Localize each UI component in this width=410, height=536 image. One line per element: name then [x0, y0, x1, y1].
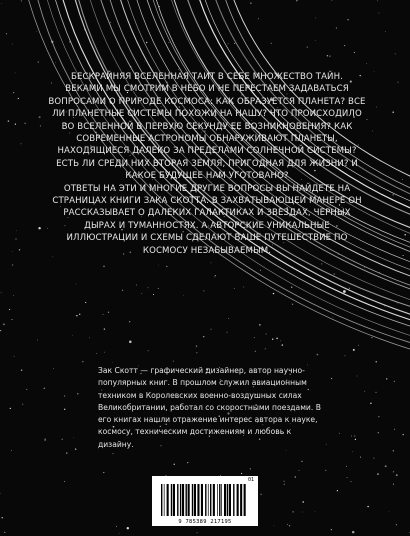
star — [64, 396, 65, 397]
star — [15, 73, 16, 74]
star — [289, 525, 290, 526]
star — [129, 321, 130, 322]
star — [343, 290, 346, 293]
barcode-bar — [213, 484, 215, 516]
star — [364, 391, 365, 392]
star — [339, 433, 340, 434]
star — [260, 494, 261, 495]
star — [404, 234, 405, 235]
star — [337, 490, 338, 491]
star — [394, 429, 395, 430]
barcode-number: 9 785389 217195 — [178, 519, 232, 525]
star — [146, 42, 147, 43]
star — [119, 533, 120, 534]
star — [0, 330, 1, 331]
star — [183, 295, 184, 296]
barcode-addon: 01 — [247, 477, 254, 483]
star — [6, 33, 7, 34]
star — [147, 287, 148, 288]
star — [103, 472, 104, 473]
star — [375, 361, 376, 362]
star — [89, 337, 90, 338]
blurb-answers: ОТВЕТЫ НА ЭТИ И МНОГИЕ ДРУГИЕ ВОПРОСЫ ВЫ НАЙДЕТЕ НА СТРАНИЦАХ КНИГИ ЗАКА СКОТТА. В ЗАХВАТЫВАЮЩЕЙ МАНЕРЕ ОН РАССКАЗЫВАЕТ О ДАЛЕКИХ ГАЛАКТИКАХ И ЗВЕЗДАХ, ЧЕРНЫХ ДЫРАХ И ТУМАННОСТЯХ. А АВТОРСКИЕ УНИКАЛЬНЫЕ ИЛЛЮСТРАЦИИ И СХЕМЫ СДЕЛАЮТ ВАШЕ ПУТЕШЕСТВИЕ ПО КОСМОСУ НЕЗАБЫВАЕМЫМ. — [52, 183, 362, 256]
star — [346, 466, 347, 467]
barcode-bar — [237, 484, 239, 516]
star — [287, 524, 288, 525]
star — [227, 332, 228, 333]
star — [166, 266, 167, 267]
star — [39, 116, 41, 118]
star — [259, 324, 260, 325]
star — [351, 435, 352, 436]
barcode-bar — [233, 484, 234, 516]
star — [334, 273, 335, 274]
barcode-bar — [197, 484, 199, 516]
barcode-bar — [205, 484, 206, 516]
star — [266, 334, 267, 335]
star — [129, 341, 132, 344]
star — [385, 465, 387, 467]
barcode-bar — [208, 484, 209, 516]
star — [291, 287, 292, 288]
star — [317, 354, 319, 356]
star — [178, 69, 179, 70]
star — [113, 362, 114, 363]
barcode-bar — [217, 484, 218, 516]
star — [24, 123, 25, 124]
barcode-bar — [186, 484, 187, 516]
star — [64, 481, 65, 482]
star — [358, 345, 359, 346]
barcode-bar — [173, 484, 175, 516]
star — [375, 392, 376, 393]
star — [11, 450, 12, 451]
star — [371, 337, 372, 338]
star — [331, 378, 332, 379]
star — [333, 317, 334, 318]
star — [347, 477, 348, 478]
star — [228, 318, 229, 319]
star — [315, 511, 316, 512]
barcode-bar — [210, 484, 211, 516]
star — [8, 120, 9, 121]
star — [158, 288, 159, 289]
star — [84, 29, 85, 30]
star — [366, 119, 367, 120]
star — [315, 40, 316, 41]
star — [36, 31, 37, 32]
star — [395, 53, 396, 54]
star — [44, 388, 45, 389]
barcode-bar — [171, 484, 172, 516]
star — [113, 453, 114, 454]
star — [396, 474, 397, 475]
star — [37, 339, 38, 340]
star — [378, 12, 379, 13]
star — [403, 255, 404, 256]
star — [234, 288, 235, 289]
star — [384, 306, 385, 307]
star — [9, 309, 10, 310]
star — [389, 511, 390, 512]
barcode-bar — [244, 484, 246, 516]
star — [241, 473, 242, 474]
star — [302, 512, 303, 513]
star — [374, 71, 375, 72]
star — [393, 484, 394, 485]
star — [136, 285, 137, 286]
star — [127, 527, 129, 529]
barcode-bar — [177, 484, 178, 516]
star — [158, 265, 159, 266]
barcode-bar — [192, 484, 193, 516]
star — [1, 3, 2, 4]
star — [64, 409, 65, 410]
star — [122, 290, 123, 291]
star — [21, 370, 22, 371]
barcode-bar — [182, 484, 184, 516]
star — [187, 462, 188, 463]
star — [13, 295, 14, 296]
star — [12, 265, 13, 266]
star — [66, 452, 67, 453]
star — [108, 312, 109, 313]
barcode-bars — [161, 484, 249, 516]
star — [38, 62, 39, 63]
star — [295, 476, 296, 477]
barcode-bar — [227, 484, 228, 516]
star — [148, 350, 149, 351]
star — [15, 123, 16, 124]
star — [373, 458, 374, 459]
star — [18, 98, 19, 99]
star — [354, 435, 355, 436]
star — [250, 2, 251, 3]
star — [301, 461, 302, 462]
star — [2, 517, 3, 518]
author-bio: Зак Скотт — графический дизайнер, автор научно-популярных книг. В прошлом служил авиационным техником в Королевских военно-воздушных силах Великобритании, работал со скоростными поездами. В его книгах нашли отражение интерес автора к науке, космосу, техническим достижениям и любовь к дизайну. — [98, 366, 321, 449]
star — [302, 501, 303, 502]
star — [72, 335, 73, 336]
star — [15, 238, 16, 239]
star — [116, 526, 117, 527]
star — [327, 55, 328, 56]
star — [44, 439, 45, 440]
star — [45, 438, 46, 439]
star — [321, 263, 322, 264]
star — [299, 470, 300, 471]
star — [402, 434, 403, 435]
star — [372, 131, 373, 132]
star — [3, 323, 5, 325]
star — [144, 61, 145, 62]
star — [315, 18, 316, 19]
barcode-bar — [229, 484, 231, 516]
blurb-intro: БЕСКРАЙНЯЯ ВСЕЛЕННАЯ ТАИТ В СЕБЕ МНОЖЕСТВО ТАЙН. — [71, 72, 343, 82]
star — [352, 451, 353, 452]
barcode-bar — [164, 484, 165, 516]
star — [40, 125, 41, 126]
star — [353, 349, 355, 351]
star — [258, 18, 259, 19]
star — [203, 290, 204, 291]
star — [355, 439, 356, 440]
star — [173, 361, 174, 362]
blurb-questions: ВЕКАМИ МЫ СМОТРИМ В НЕБО И НЕ ПЕРЕСТАЕМ ЗАДАВАТЬСЯ ВОПРОСАМИ О ПРИРОДЕ КОСМОСА: КАК ОБРАЗУЕТСЯ ПЛАНЕТА? ВСЕ ЛИ ПЛАНЕТНЫЕ СИСТЕМЫ ПОХОЖИ НА НАШУ? ЧТО ПРОИСХОДИЛО ВО ВСЕЛЕННОЙ В ПЕРВУЮ СЕКУНДУ ЕЕ ВОЗНИКНОВЕНИЯ? КАК СОВРЕМЕННЫЕ АСТРОНОМЫ ОБНАРУЖИВАЮТ ПЛАНЕТЫ, НАХОДЯЩИЕСЯ ДАЛЕКО ЗА ПРЕДЕЛАМИ СОЛНЕЧНОЙ СИСТЕМЫ? ЕСТЬ ЛИ СРЕДИ НИХ ВТОРАЯ ЗЕМЛЯ, ПРИГОДНАЯ ДЛЯ ЖИЗНИ? И КАКОЕ БУДУЩЕЕ НАМ УГОТОВАНО? — [48, 84, 366, 182]
star — [215, 275, 216, 276]
star — [393, 471, 394, 472]
star — [276, 338, 277, 339]
barcode-bar — [194, 484, 196, 516]
star — [260, 270, 261, 271]
star — [103, 314, 104, 315]
star — [141, 293, 142, 294]
star — [159, 6, 160, 7]
star — [393, 450, 394, 451]
star — [392, 111, 393, 112]
star — [344, 45, 345, 46]
star — [282, 344, 283, 345]
star — [271, 43, 272, 44]
star — [273, 293, 274, 294]
star — [376, 107, 377, 108]
star — [20, 143, 21, 144]
barcode-bar — [167, 484, 169, 516]
barcode-bar — [201, 484, 203, 516]
star — [377, 0, 378, 1]
star — [62, 439, 63, 440]
star — [344, 355, 345, 356]
star — [77, 393, 79, 395]
star — [243, 286, 244, 287]
star — [12, 319, 13, 320]
star — [272, 339, 273, 340]
barcode-bar — [219, 484, 220, 516]
star — [234, 43, 235, 44]
star — [196, 352, 197, 353]
star — [103, 266, 104, 267]
barcode-bar — [180, 484, 181, 516]
star — [378, 432, 379, 433]
star — [250, 469, 251, 470]
star — [196, 345, 197, 346]
star — [292, 304, 293, 305]
star — [76, 315, 77, 316]
star — [16, 231, 17, 232]
star — [21, 0, 22, 1]
star — [402, 179, 403, 180]
star — [367, 506, 368, 507]
star — [104, 328, 105, 329]
star — [307, 47, 308, 48]
star — [280, 340, 281, 341]
star — [254, 337, 255, 338]
star — [394, 381, 395, 382]
star — [331, 529, 332, 530]
star — [153, 294, 154, 295]
star — [168, 42, 169, 43]
star — [284, 481, 285, 482]
star — [53, 368, 54, 369]
star — [96, 353, 97, 354]
star — [14, 356, 15, 357]
star — [55, 62, 56, 63]
star — [1, 292, 2, 293]
star — [82, 361, 83, 362]
star — [13, 92, 14, 93]
star — [352, 531, 355, 534]
cover-blurb — [48, 71, 366, 257]
star — [75, 448, 77, 450]
star — [329, 56, 330, 57]
star — [393, 194, 394, 195]
star — [265, 348, 266, 349]
star — [331, 0, 332, 1]
star — [12, 44, 13, 45]
barcode-bar — [188, 484, 190, 516]
star — [26, 389, 27, 390]
star — [211, 263, 212, 264]
star — [326, 444, 327, 445]
star — [10, 408, 11, 409]
star — [228, 43, 229, 44]
star — [76, 284, 77, 285]
star — [370, 403, 371, 404]
star — [366, 63, 367, 64]
star — [386, 378, 387, 379]
star — [12, 251, 13, 252]
star — [210, 329, 211, 330]
star — [350, 481, 351, 482]
isbn-barcode — [152, 476, 258, 526]
star — [293, 511, 294, 512]
star — [325, 470, 326, 471]
star — [385, 31, 386, 32]
star — [354, 52, 355, 53]
star — [336, 27, 337, 28]
barcode-bar — [224, 484, 226, 516]
barcode-bar — [221, 484, 222, 516]
star — [347, 19, 348, 20]
star — [255, 351, 256, 352]
star — [214, 277, 215, 278]
star — [73, 437, 74, 438]
star — [360, 457, 361, 458]
star — [357, 376, 358, 377]
star — [284, 484, 285, 485]
star — [104, 352, 105, 353]
star — [110, 22, 111, 23]
star — [396, 524, 397, 525]
star — [85, 302, 86, 303]
star — [22, 404, 23, 405]
star — [349, 288, 350, 289]
star — [397, 82, 398, 83]
barcode-bar — [161, 484, 162, 516]
barcode-bar — [240, 484, 242, 516]
star — [203, 336, 204, 337]
star — [4, 532, 5, 533]
star — [274, 525, 275, 526]
star — [79, 314, 80, 315]
star — [377, 473, 378, 474]
star — [38, 227, 40, 229]
star — [296, 0, 297, 1]
star — [197, 532, 198, 533]
star — [378, 416, 379, 417]
star — [174, 464, 175, 465]
star — [19, 249, 20, 250]
